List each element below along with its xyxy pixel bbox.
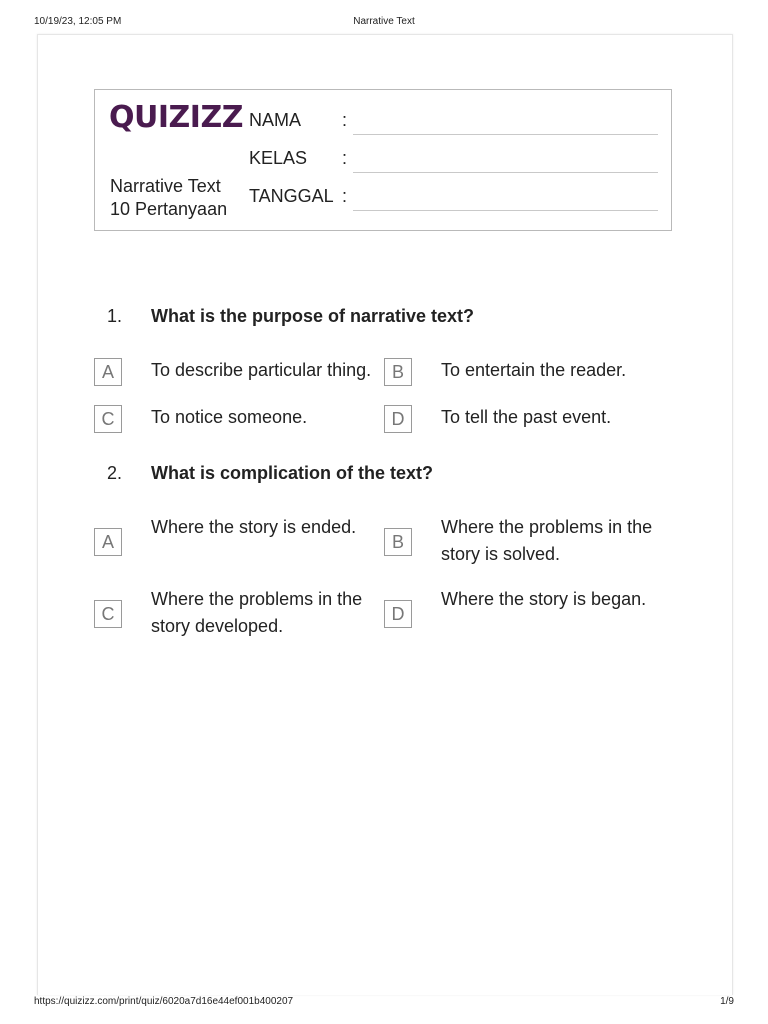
print-header xyxy=(34,16,734,30)
field-line xyxy=(353,134,658,135)
print-title: Narrative Text xyxy=(353,16,415,27)
option-b-box: B xyxy=(384,528,412,556)
field-colon: : xyxy=(342,110,348,130)
quizizz-logo: QUIZIZZ xyxy=(109,100,243,135)
option-d-text: To tell the past event. xyxy=(441,407,612,427)
question-number: 1. xyxy=(107,306,123,326)
option-a-box: A xyxy=(94,358,122,386)
field-colon: : xyxy=(342,148,348,168)
question-number: 2. xyxy=(107,463,123,483)
field-label: TANGGAL xyxy=(249,186,334,206)
option-b-box: B xyxy=(384,358,412,386)
option-c-box: C xyxy=(94,405,122,433)
option-c-box: C xyxy=(94,600,122,628)
option-a-text: Where the story is ended. xyxy=(151,517,357,537)
option-d-text: Where the story is began. xyxy=(441,589,647,609)
option-d-box: D xyxy=(384,405,412,433)
option-d-box: D xyxy=(384,600,412,628)
quiz-header-box xyxy=(94,89,672,231)
option-a-box: A xyxy=(94,528,122,556)
field-line xyxy=(353,210,658,211)
question-text: What is the purpose of narrative text? xyxy=(151,306,475,326)
option-a-text: To describe particular thing. xyxy=(151,360,372,380)
print-datetime: 10/19/23, 12:05 PM xyxy=(34,16,122,27)
field-label: KELAS xyxy=(249,148,308,168)
option-b-text: Where the problems in the story is solved. xyxy=(441,517,653,564)
field-line xyxy=(353,172,658,173)
option-c-text: Where the problems in the story developed. xyxy=(151,589,363,636)
option-b-text: To entertain the reader. xyxy=(441,360,627,380)
question-text: What is complication of the text? xyxy=(151,463,434,483)
option-c-text: To notice someone. xyxy=(151,407,308,427)
page-number: 1/9 xyxy=(720,996,734,1007)
field-label: NAMA xyxy=(249,110,302,130)
question-count: 10 Pertanyaan xyxy=(110,199,228,219)
print-footer xyxy=(34,996,734,1010)
print-url: https://quizizz.com/print/quiz/6020a7d16e44ef001b400207 xyxy=(34,996,294,1007)
field-colon: : xyxy=(342,186,348,206)
quiz-name: Narrative Text xyxy=(110,176,221,196)
